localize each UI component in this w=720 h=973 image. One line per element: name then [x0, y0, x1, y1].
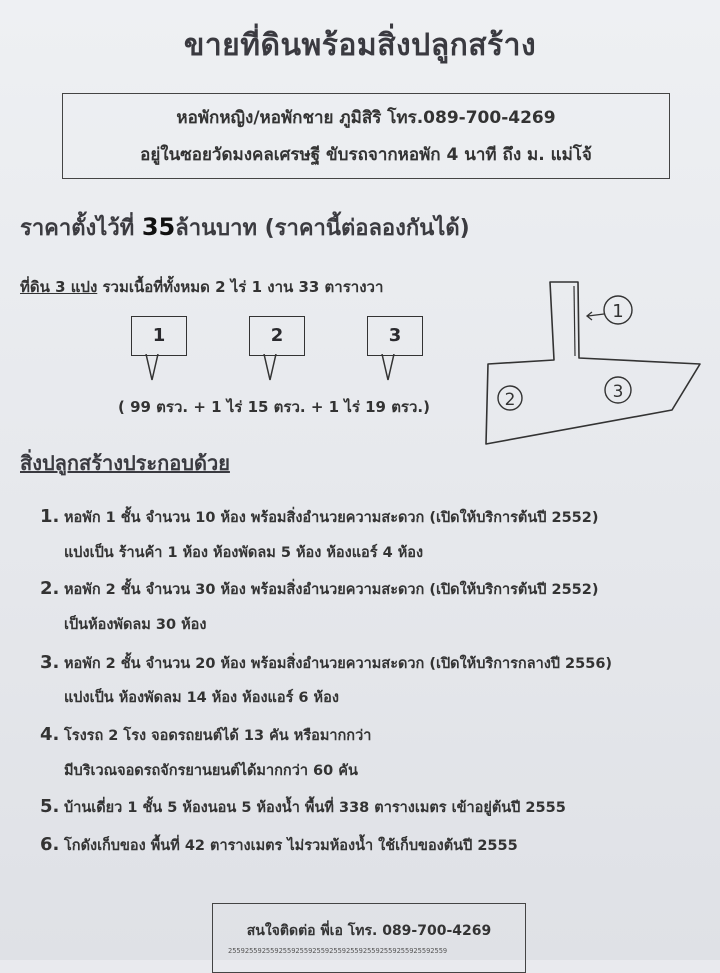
plot-callout-1: 1	[131, 316, 187, 356]
item-line1: หอพัก 2 ชั้น จำนวน 20 ห้อง พร้อมสิ่งอำนวยความสะดวก (เปิดให้บริการกลางปี 2556)	[64, 656, 613, 672]
list-item	[40, 578, 598, 601]
price-prefix: ราคาตั้งไว้ที่	[20, 216, 142, 241]
item-number: 2.	[40, 578, 60, 599]
item-line1: โรงรถ 2 โรง จอดรถยนต์ได้ 13 คัน หรือมากกว่า	[64, 728, 372, 744]
callout-tail-3	[380, 354, 400, 384]
info-dorm-phone: หอพักหญิง/หอพักชาย ภูมิสิริ โทร.089-700-4269	[176, 108, 556, 128]
list-item	[40, 724, 371, 747]
plot-sizes: ( 99 ตรว. + 1 ไร่ 15 ตรว. + 1 ไร่ 19 ตรว.)	[118, 398, 430, 416]
land-sketch	[478, 278, 708, 450]
price-amount: 35	[141, 213, 176, 241]
item-number: 3.	[40, 652, 60, 673]
info-box	[62, 93, 670, 179]
item-line2: มีบริเวณจอดรถจักรยานยนต์ได้มากกว่า 60 คัน	[64, 763, 358, 779]
contact-text: สนใจติดต่อ พี่เอ โทร. 089-700-4269	[246, 923, 492, 939]
plot-callout-3: 3	[367, 316, 423, 356]
item-line1: หอพัก 1 ชั้น จำนวน 10 ห้อง พร้อมสิ่งอำนวยความสะดวก (เปิดให้บริการต้นปี 2552)	[64, 510, 599, 526]
list-item	[40, 652, 612, 675]
callout-tail-1	[144, 354, 164, 384]
list-item	[40, 506, 598, 529]
sketch-label-3: 3	[612, 382, 624, 402]
callout-tail-2	[262, 354, 282, 384]
price-suffix: ล้านบาท (ราคานี้ต่อลองกันได้)	[175, 216, 470, 241]
item-number: 1.	[40, 506, 60, 527]
item-number: 6.	[40, 834, 60, 855]
item-number: 4.	[40, 724, 60, 745]
item-line1: หอพัก 2 ชั้น จำนวน 30 ห้อง พร้อมสิ่งอำนวยความสะดวก (เปิดให้บริการต้นปี 2552)	[64, 582, 599, 598]
land-total: รวมเนื้อที่ทั้งหมด 2 ไร่ 1 งาน 33 ตารางวา	[97, 278, 384, 296]
item-number: 5.	[40, 796, 60, 817]
land-summary	[20, 275, 383, 299]
plot-callout-2: 2	[249, 316, 305, 356]
item-line1: บ้านเดี่ยว 1 ชั้น 5 ห้องนอน 5 ห้องน้ำ พื้นที่ 338 ตารางเมตร เข้าอยู่ต้นปี 2555	[64, 800, 566, 816]
item-line2: แบ่งเป็น ร้านค้า 1 ห้อง ห้องพัดลม 5 ห้อง ห้องแอร์ 4 ห้อง	[64, 545, 424, 561]
sketch-label-2: 2	[504, 390, 516, 410]
item-line2: แบ่งเป็น ห้องพัดลม 14 ห้อง ห้องแอร์ 6 ห้อง	[64, 690, 339, 706]
sketch-label-1: 1	[612, 301, 624, 322]
item-line2: เป็นห้องพัดลม 30 ห้อง	[64, 617, 207, 633]
list-item	[40, 796, 566, 819]
list-item	[40, 834, 518, 857]
section-title: สิ่งปลูกสร้างประกอบด้วย	[20, 451, 230, 475]
info-location: อยู่ในซอยวัดมงคลเศรษฐี ขับรถจากหอพัก 4 นาที ถึง ม. แม่โจ้	[140, 145, 592, 165]
price-line	[20, 210, 470, 245]
flyer-title: ขายที่ดินพร้อมสิ่งปลูกสร้าง	[183, 28, 537, 63]
contact-box	[212, 903, 526, 973]
item-line1: โกดังเก็บของ พื้นที่ 42 ตารางเมตร ไม่รวมห้องน้ำ ใช้เก็บของต้นปี 2555	[64, 838, 518, 854]
tear-strip-text: 2559255925592559255925592559255925592559255925592559	[228, 947, 448, 955]
land-label: ที่ดิน 3 แปง	[20, 278, 98, 296]
